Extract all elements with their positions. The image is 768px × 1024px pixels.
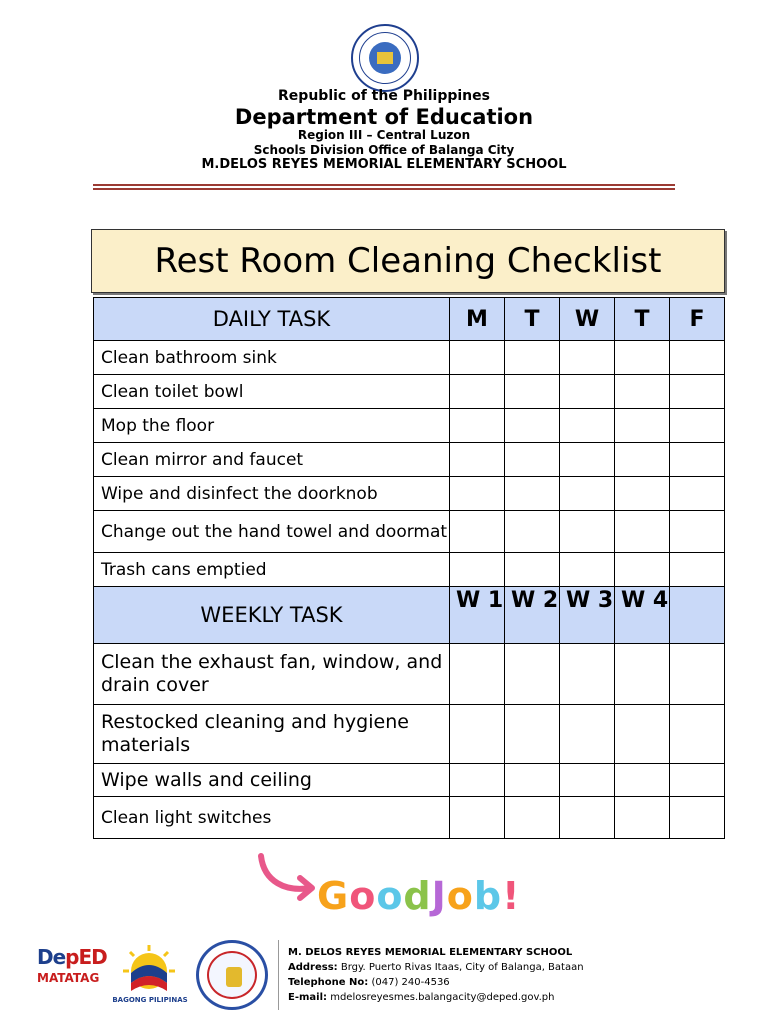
check-cell[interactable]	[560, 705, 615, 764]
table-row	[94, 511, 725, 553]
week-header: W 3	[560, 587, 615, 644]
check-cell[interactable]	[560, 443, 615, 477]
check-cell[interactable]	[670, 477, 725, 511]
check-cell[interactable]	[560, 341, 615, 375]
deped-matatag-logo: DepED MATATAG	[37, 945, 107, 985]
task-label: Clean the exhaust fan, window, and drain cover	[94, 644, 450, 705]
footer-divider	[278, 940, 279, 1010]
check-cell[interactable]	[615, 341, 670, 375]
check-cell[interactable]	[560, 764, 615, 797]
table-row	[94, 764, 725, 797]
check-cell[interactable]	[450, 705, 505, 764]
check-cell[interactable]	[560, 797, 615, 839]
day-header: W	[560, 298, 615, 341]
weekly-header-row	[94, 587, 725, 644]
department-title: Department of Education	[234, 105, 534, 129]
check-cell[interactable]	[505, 511, 560, 553]
header-divider	[93, 184, 675, 186]
check-cell[interactable]	[615, 511, 670, 553]
school-seal-icon	[196, 940, 268, 1010]
republic-line: Republic of the Philippines	[278, 88, 490, 104]
check-cell[interactable]	[505, 764, 560, 797]
table-row	[94, 477, 725, 511]
check-cell[interactable]	[615, 409, 670, 443]
task-label: Mop the floor	[94, 409, 450, 443]
check-cell[interactable]	[505, 341, 560, 375]
task-label: Trash cans emptied	[94, 553, 450, 587]
header-divider	[93, 188, 675, 190]
table-row	[94, 375, 725, 409]
check-cell[interactable]	[615, 375, 670, 409]
school-name: M.DELOS REYES MEMORIAL ELEMENTARY SCHOOL	[201, 157, 567, 172]
footer-school-name: M. DELOS REYES MEMORIAL ELEMENTARY SCHOOL	[288, 947, 573, 958]
check-cell[interactable]	[670, 511, 725, 553]
good-job-text: GoodJob!	[317, 874, 521, 918]
daily-header-row	[94, 298, 725, 341]
check-cell[interactable]	[670, 375, 725, 409]
bagong-pilipinas-label: BAGONG PILIPINAS	[112, 996, 188, 1004]
footer-address: Address: Brgy. Puerto Rivas Itaas, City of Balanga, Bataan	[288, 962, 584, 973]
check-cell[interactable]	[560, 375, 615, 409]
deped-seal-icon	[351, 24, 419, 92]
check-cell[interactable]	[450, 553, 505, 587]
day-header: F	[670, 298, 725, 341]
check-cell[interactable]	[670, 443, 725, 477]
task-label: Clean light switches	[94, 797, 450, 839]
check-cell[interactable]	[670, 764, 725, 797]
day-header: T	[615, 298, 670, 341]
division-line: Schools Division Office of Balanga City	[253, 143, 515, 157]
check-cell[interactable]	[450, 443, 505, 477]
table-row	[94, 644, 725, 705]
table-row	[94, 797, 725, 839]
weekly-task-header: WEEKLY TASK	[94, 587, 450, 644]
checklist-title: Rest Room Cleaning Checklist	[91, 229, 725, 293]
check-cell[interactable]	[505, 644, 560, 705]
check-cell[interactable]	[670, 644, 725, 705]
check-cell[interactable]	[450, 764, 505, 797]
check-cell[interactable]	[670, 553, 725, 587]
check-cell[interactable]	[450, 511, 505, 553]
table-row	[94, 705, 725, 764]
table-row	[94, 443, 725, 477]
footer-telephone: Telephone No: (047) 240-4536	[288, 977, 450, 988]
week-header: W 2	[505, 587, 560, 644]
week-header	[670, 587, 725, 644]
check-cell[interactable]	[450, 375, 505, 409]
check-cell[interactable]	[615, 553, 670, 587]
check-cell[interactable]	[505, 477, 560, 511]
check-cell[interactable]	[560, 477, 615, 511]
check-cell[interactable]	[450, 797, 505, 839]
footer-email: E-mail: mdelosreyesmes.balangacity@deped.gov.ph	[288, 992, 555, 1003]
check-cell[interactable]	[505, 375, 560, 409]
check-cell[interactable]	[670, 409, 725, 443]
task-label: Clean toilet bowl	[94, 375, 450, 409]
table-row	[94, 341, 725, 375]
table-row	[94, 553, 725, 587]
check-cell[interactable]	[450, 477, 505, 511]
check-cell[interactable]	[560, 553, 615, 587]
week-header: W 4	[615, 587, 670, 644]
day-header: T	[505, 298, 560, 341]
check-cell[interactable]	[615, 644, 670, 705]
check-cell[interactable]	[615, 797, 670, 839]
check-cell[interactable]	[450, 341, 505, 375]
table-row	[94, 409, 725, 443]
check-cell[interactable]	[560, 644, 615, 705]
task-label: Restocked cleaning and hygiene materials	[94, 705, 450, 764]
daily-task-header: DAILY TASK	[94, 298, 450, 341]
check-cell[interactable]	[505, 443, 560, 477]
task-label: Change out the hand towel and doormat	[94, 511, 450, 553]
check-cell[interactable]	[505, 797, 560, 839]
pink-arrow-icon	[256, 848, 318, 904]
check-cell[interactable]	[505, 409, 560, 443]
check-cell[interactable]	[560, 409, 615, 443]
check-cell[interactable]	[615, 477, 670, 511]
day-header: M	[450, 298, 505, 341]
check-cell[interactable]	[505, 553, 560, 587]
check-cell[interactable]	[615, 443, 670, 477]
region-line: Region III – Central Luzon	[297, 128, 471, 142]
task-label: Clean bathroom sink	[94, 341, 450, 375]
check-cell[interactable]	[505, 705, 560, 764]
check-cell[interactable]	[670, 797, 725, 839]
task-label: Wipe walls and ceiling	[94, 764, 450, 797]
check-cell[interactable]	[450, 409, 505, 443]
check-cell[interactable]	[670, 341, 725, 375]
check-cell[interactable]	[615, 705, 670, 764]
check-cell[interactable]	[670, 705, 725, 764]
task-label: Wipe and disinfect the doorknob	[94, 477, 450, 511]
checklist-table	[93, 297, 725, 839]
check-cell[interactable]	[450, 644, 505, 705]
check-cell[interactable]	[615, 764, 670, 797]
week-header: W 1	[450, 587, 505, 644]
check-cell[interactable]	[560, 511, 615, 553]
task-label: Clean mirror and faucet	[94, 443, 450, 477]
